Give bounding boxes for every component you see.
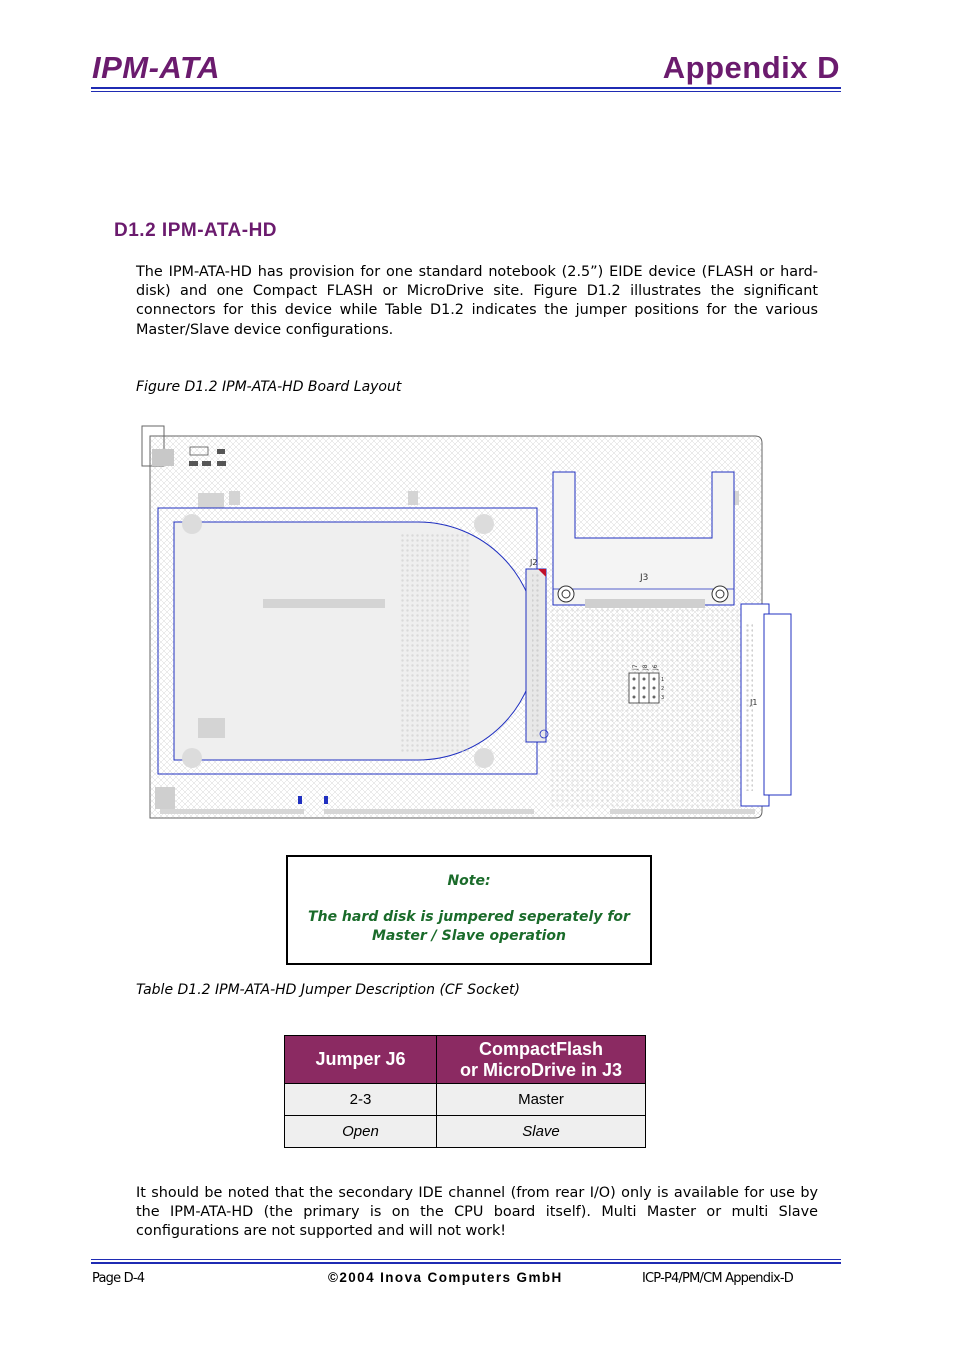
label-j6: J6 xyxy=(652,664,659,670)
header-title-left: IPM-ATA xyxy=(92,50,221,85)
label-pin1: 1 xyxy=(661,677,665,683)
note-title: Note: xyxy=(447,873,491,889)
header-jumper: Jumper J6 xyxy=(285,1036,437,1084)
note-body-line1: The hard disk is jumpered seperately for xyxy=(308,909,630,925)
label-j1: J1 xyxy=(750,698,758,707)
footer-rule-thin xyxy=(91,1259,841,1260)
label-pin3: 3 xyxy=(661,695,665,701)
footer-page-number: Page D-4 xyxy=(92,1271,145,1286)
board-layout-diagram xyxy=(140,423,800,823)
footer-rule-thick xyxy=(91,1262,841,1264)
header-title-right: Appendix D xyxy=(662,50,840,85)
closing-paragraph: It should be noted that the secondary IDE channel (from rear I/O) only is available for use by the IPM-ATA-HD (the primary is on the CPU board itself). Multi Master or multi Slave configurations are not supported and will not work! xyxy=(136,1185,818,1240)
drive-shape xyxy=(174,522,537,760)
note-body-line2: Master / Slave operation xyxy=(371,928,567,944)
header-device-line1: CompactFlash xyxy=(478,1038,604,1059)
header-rule-thin xyxy=(91,91,841,92)
row-mode: Master xyxy=(437,1084,646,1116)
section-heading: D1.2 IPM-ATA-HD xyxy=(114,220,278,241)
table-caption: Table D1.2 IPM-ATA-HD Jumper Description (CF Socket) xyxy=(136,982,521,998)
label-pin2: 2 xyxy=(661,686,665,692)
label-j7: J7 xyxy=(632,664,639,670)
header-device xyxy=(437,1036,646,1084)
label-j8: J8 xyxy=(642,664,649,670)
jumper-table xyxy=(284,1035,646,1148)
header-device-line2: or MicroDrive in J3 xyxy=(459,1059,623,1080)
header-rule-thick xyxy=(91,87,841,89)
intro-paragraph: The IPM-ATA-HD has provision for one standard notebook (2.5”) EIDE device (FLASH or hard-disk) and one Compact FLASH or MicroDrive site. Figure D1.2 illustrates the significant connectors for this device while Table D1.2 indicates the jumper positions for the various Master/Slave device configurations. xyxy=(136,264,818,338)
row-jumper: Open xyxy=(285,1116,437,1148)
figure-caption: Figure D1.2 IPM-ATA-HD Board Layout xyxy=(136,379,402,395)
footer-copyright: ©2004 Inova Computers GmbH xyxy=(328,1270,563,1285)
jumper-block-j7-j8-j6 xyxy=(629,673,659,703)
table-row xyxy=(285,1116,646,1148)
row-jumper: 2-3 xyxy=(285,1084,437,1116)
note-box xyxy=(286,855,652,965)
note-body xyxy=(288,908,650,946)
j1-connector xyxy=(764,614,791,795)
row-mode: Slave xyxy=(437,1116,646,1148)
label-j3: J3 xyxy=(640,573,649,583)
footer-doc-id: ICP-P4/PM/CM Appendix-D xyxy=(642,1271,794,1286)
table-header-row xyxy=(285,1036,646,1084)
label-j2: J2 xyxy=(530,558,538,567)
table-row xyxy=(285,1084,646,1116)
